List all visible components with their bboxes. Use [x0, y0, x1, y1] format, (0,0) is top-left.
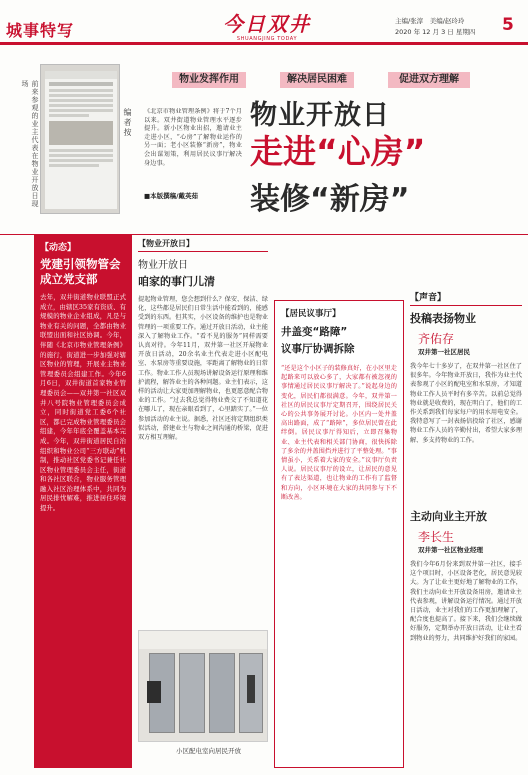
headline-line1: 物业开放日	[250, 100, 390, 131]
council-title2: 议事厅协调拆除	[281, 343, 355, 355]
council-label: 【居民议事厅】	[281, 309, 341, 319]
logo-subtitle: SHUANGJING TODAY	[236, 36, 298, 42]
voice2-name: 李长生	[418, 530, 455, 544]
bottom-photo	[138, 630, 268, 742]
editor-note-credit: ■本版撰稿/戴英茹	[144, 192, 199, 200]
voice2-role: 双井第一社区物业经理	[418, 546, 483, 554]
dongtai-text: 去年，双井街道物业联盟正式成立，由辖区35家有资质、有规模的物业企业组成，凡是与物业有关的问题，全都由物业联盟出面和社区协调。今年，伴随《北京市物业管理条例》的施行，街道进一步加强对辖区物业的管理，开展业主物业管理委员会组建工作。今年6月6日，双井街道首家物业管理委员会——双井第一社区双井八号院物业管理委员会成立，同时街道党工委6个社区，都已完成物业管理委员会组建，今年年底全覆盖基本完成。今年，双井街道居民自治组织和物业公司“三方联动”机制，推动社区党委书记兼任社区物业管理委员会主任，街道和各社区联合，物业服务管理融入社区治理体系中，共同为居民排忧解难，推进居住环境提升。	[40, 293, 126, 513]
masthead	[0, 0, 528, 44]
voice-label: 【声音】	[410, 290, 522, 306]
tag-resident-help: 解决居民困难	[280, 72, 354, 88]
top-photo-caption: 前来参观的业主代表在物业开放日现场	[21, 80, 39, 208]
open-day-article	[138, 238, 268, 626]
voice-text: 我今年七十多岁了，在双井第一社区住了很多年。今年物业开放日，我作为业主代表参观了小区的配电室和水泵房，才知道物业工作人员平时有多辛苦。以前总觉得物业就是收费的，现在明白了，他们的工作关系到我们每家每户的用水用电安全。我特意写了一封表扬信投给了社区，感谢物业工作人员的辛勤付出，希望大家多理解、多支持物业的工作。	[410, 363, 522, 444]
voice-name: 齐佑存	[418, 332, 455, 346]
top-photo	[40, 64, 120, 214]
bottom-photo-caption: 小区配电室向居民开放	[176, 747, 241, 755]
council-title1: 井盖变“路障”	[281, 326, 348, 338]
header-rule	[0, 42, 528, 45]
headline-line2: 走进“心房”	[250, 132, 426, 171]
editor-note-label: 编者按	[123, 108, 132, 138]
open-day-title1: 物业开放日	[138, 260, 188, 271]
tag-property-role: 物业发挥作用	[172, 72, 246, 88]
open-day-title2: 咱家的事门儿清	[138, 275, 215, 288]
editor-note-text: 《北京市物业管理条例》将于7个月以来。双井街道物业管理水平逐步提升。新小区物业出招，邀请业主走进小区，“心房”了解物业运作的另一面；老小区装修“新房”，物业会出谋划策，利用居民议事厅解决身边事。	[144, 108, 242, 167]
voice-column	[410, 290, 522, 768]
voice2-title: 主动向业主开放	[410, 510, 487, 523]
voice-title: 投稿表扬物业	[410, 312, 476, 325]
headline-line3: 装修“新房”	[250, 182, 410, 217]
voice2-text: 我们今年6月份来到双井第一社区，接手这个项目时，小区设备老化，居民意见较大。为了让业主更好地了解物业的工作，我们主动向业主开放设备用房，邀请业主代表参观，讲解设备运行情况。通过开放日活动，业主对我们的工作更加理解了，配合度也提高了。接下来，我们会继续做好服务，定期举办开放日活动，让业主看到物业的努力，共同维护好我们的家园。	[410, 561, 522, 642]
tag-mutual-understanding: 促进双方理解	[388, 72, 470, 88]
logo	[222, 8, 312, 42]
phone-screen	[45, 71, 117, 209]
open-day-text: 提起物业管理，您会想到什么？保安、保洁、绿化，这些都是居民们日常生活中能看到的，能感受到的东西。但其实，小区设备的维护也是物业管理的一项重要工作。通过开放日活动，业主能深入了解物业工作。“看不见的服务”同样需要认真对待。今年11月，双井第一社区开展物业开放日活动，20余名业主代表走进小区配电室、水泵房等重要设施，零距离了解物业的日常工作。物业工作人员现场讲解设备运行原理和维护流程，解答业主的各种问题。业主们表示，这样的活动让大家更加理解物业，也更愿意配合物业的工作。“过去我总觉得物业费交了不知道花在哪儿了，现在亲眼看到了，心里踏实了。”一位参加活动的业主说。据悉，社区还将定期组织类似活动，搭建业主与物业之间沟通的桥梁，促进双方相互理解。	[138, 296, 268, 442]
page-number: 5	[502, 15, 514, 35]
council-article	[274, 300, 404, 768]
editor-note	[144, 108, 242, 206]
dongtai-label: 【动态】	[40, 243, 77, 253]
editor-line: 主编/张淳 美编/赵玲玲	[395, 17, 465, 25]
dongtai-panel	[34, 234, 132, 768]
date-line: 2020 年 12 月 3 日 星期四	[395, 28, 476, 36]
council-text: “还是这个小区子的装修真好，在小区里走起路来可以放心多了，大家都有被忽视的事情通过居民议事厅解决了。”说起身边的变化，居民们都很满意。今年，双井第一社区的居民议事厅定期召开，围绕居民关心的公共事务展开讨论。小区内一处井盖高出路面，成了“路障”，多位居民曾在此绊倒。居民议事厅得知后，立即召集物业、业主代表和相关部门协商，很快拆除了多余的井盖围挡并进行了平整处理。“事情虽小，关系着大家的安全。”议事厅负责人说。居民议事厅的设立，让居民的意见有了表达渠道，也让物业的工作有了监督和方向，小区环境在大家的共同参与下不断改善。	[281, 365, 397, 501]
voice-role: 双井第一社区居民	[418, 348, 470, 356]
open-day-label: 【物业开放日】	[138, 238, 268, 252]
logo-text: 今日双井	[223, 12, 311, 36]
section-title: 城事特写	[6, 21, 75, 40]
dongtai-title: 党建引领物管会成立党支部	[40, 257, 121, 286]
headline-block	[250, 100, 520, 230]
